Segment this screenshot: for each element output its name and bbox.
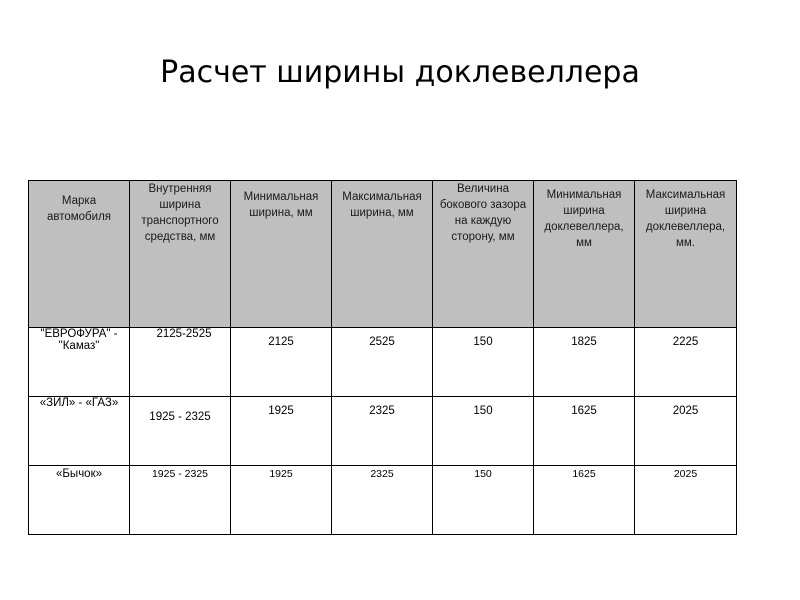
cell-inner-width: 1925 - 2325 [130,397,231,466]
cell-max-dock: 2025 [635,397,737,466]
slide-title: Расчет ширины доклевеллера [160,55,640,90]
cell-max-width: 2525 [332,328,433,397]
cell-min-width: 2125 [231,328,332,397]
table-row [29,466,737,535]
cell-brand: «Бычок» [29,466,130,535]
cell-max-width: 2325 [332,397,433,466]
cell-brand: "ЕВРОФУРА" - "Камаз" [29,328,130,397]
header-min-dock-width: Минимальная ширина доклевеллера, мм [534,181,635,328]
cell-inner-width: 1925 - 2325 [130,466,231,535]
header-max-width: Максимальная ширина, мм [332,181,433,328]
header-max-dock-width: Максимальная ширина доклевеллера, мм. [635,181,737,328]
cell-brand: «ЗИЛ» - «ГАЗ» [29,397,130,466]
table-row [29,397,737,466]
cell-min-dock: 1625 [534,466,635,535]
header-inner-width: Внутренняя ширина транспортного средства, мм [130,181,231,328]
cell-min-width: 1925 [231,397,332,466]
table-header-row [29,181,737,328]
cell-gap: 150 [433,328,534,397]
cell-inner-width: 2125-2525 [130,328,231,397]
cell-min-dock: 1825 [534,328,635,397]
header-min-width: Минимальная ширина, мм [231,181,332,328]
header-brand: Марка автомобиля [29,181,130,328]
cell-min-dock: 1625 [534,397,635,466]
cell-max-width: 2325 [332,466,433,535]
cell-max-dock: 2025 [635,466,737,535]
dock-leveller-table [28,180,737,535]
cell-max-dock: 2225 [635,328,737,397]
cell-min-width: 1925 [231,466,332,535]
cell-gap: 150 [433,466,534,535]
header-side-gap: Величина бокового зазора на каждую сторону, мм [433,181,534,328]
table-row [29,328,737,397]
cell-gap: 150 [433,397,534,466]
